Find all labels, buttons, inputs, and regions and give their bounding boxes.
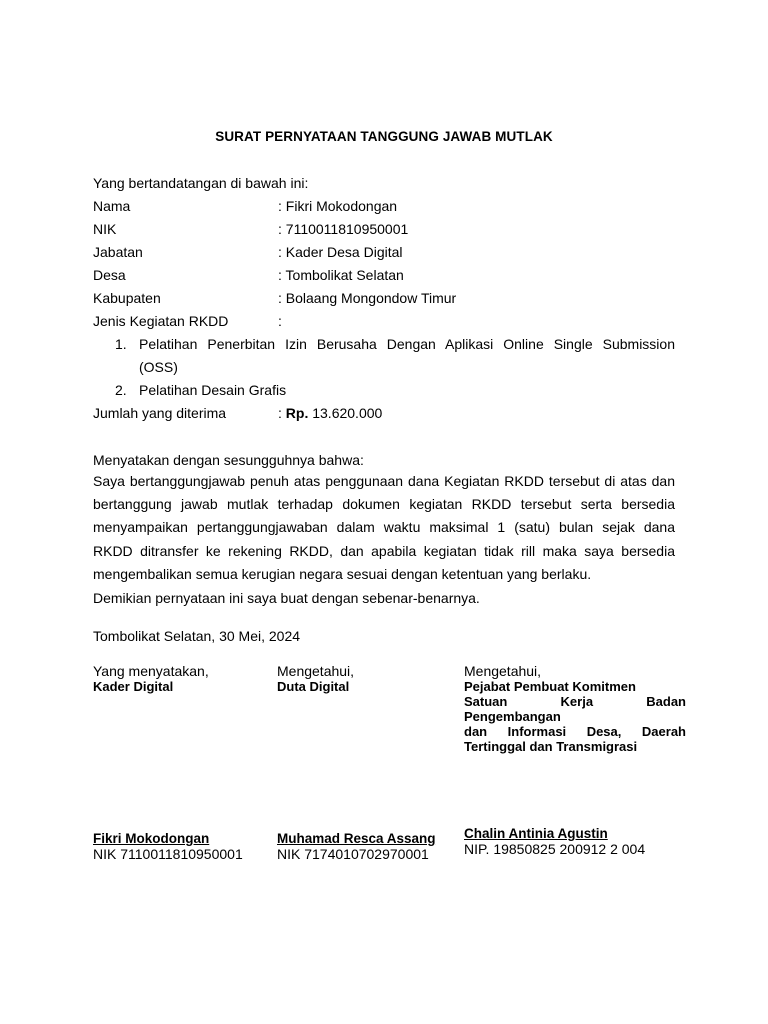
field-value: : Kader Desa Digital xyxy=(278,244,403,260)
field-desa xyxy=(93,265,404,285)
activity-text: Pelatihan Desain Grafis xyxy=(139,382,287,398)
amount-currency: Rp. xyxy=(285,405,309,421)
amount-prefix: : xyxy=(278,405,286,421)
signatory-id: NIP. 19850825 200912 2 004 xyxy=(464,841,646,857)
signatory-1 xyxy=(93,663,209,694)
declare-intro: Menyatakan dengan sesungguhnya bahwa: xyxy=(93,452,364,468)
activity-item-1 xyxy=(115,333,675,379)
activity-item-2 xyxy=(115,379,675,402)
field-kabupaten xyxy=(93,288,456,308)
activity-text: Pelatihan Penerbitan Izin Berusaha Dengan Aplikasi Online Single Submission xyxy=(139,336,675,352)
body-line: menyampaikan pertanggungjawaban dalam waktu maksimal 1 (satu) bulan sejak dana xyxy=(93,519,675,536)
signatory-id: NIK 7174010702970001 xyxy=(277,846,429,862)
field-value: : 7110011810950001 xyxy=(278,221,409,237)
closing-statement: Demikian pernyataan ini saya buat dengan sebenar-benarnya. xyxy=(93,590,480,606)
body-line: RKDD ditransfer ke rekening RKDD, dan apabila kegiatan tidak rill maka saya bersedia xyxy=(93,542,675,559)
body-line: Saya bertanggungjawab penuh atas penggunaan dana Kegiatan RKDD tersebut di atas dan xyxy=(93,473,675,489)
signatory-role: Duta Digital xyxy=(277,679,350,694)
place-date: Tombolikat Selatan, 30 Mei, 2024 xyxy=(93,628,301,644)
field-nama xyxy=(93,196,397,216)
signatory-name: Muhamad Resca Assang xyxy=(277,831,436,846)
body-line: mengembalikan semua kerugian negara sesuai dengan ketentuan yang berlaku. xyxy=(93,565,592,582)
declaration-body xyxy=(93,470,675,586)
signatory-heading: Mengetahui, xyxy=(464,663,542,679)
activity-number: 2. xyxy=(115,382,127,398)
signatory-3 xyxy=(464,663,686,754)
field-label: Jabatan xyxy=(93,244,143,260)
signatory-2 xyxy=(277,663,354,694)
field-value: : Tombolikat Selatan xyxy=(278,267,404,283)
signatory-role-line: Satuan Kerja Badan Pengembangan xyxy=(464,694,686,724)
signatory-name: Chalin Antinia Agustin xyxy=(464,826,608,841)
field-nik xyxy=(93,219,408,239)
amount-value: 13.620.000 xyxy=(308,405,383,421)
signatory-heading: Yang menyatakan, xyxy=(93,663,209,679)
signatory-role: Kader Digital xyxy=(93,679,174,694)
document-title: SURAT PERNYATAAN TANGGUNG JAWAB MUTLAK xyxy=(215,129,553,144)
amount-line xyxy=(93,403,382,423)
field-jenis-kegiatan xyxy=(93,311,282,331)
signatory-2-sign xyxy=(277,831,436,863)
signatory-role-line: Pejabat Pembuat Komitmen xyxy=(464,679,636,694)
intro-text: Yang bertandatangan di bawah ini: xyxy=(93,175,309,191)
amount-label: Jumlah yang diterima xyxy=(93,405,227,421)
signatory-role-line: dan Informasi Desa, Daerah xyxy=(464,724,686,739)
field-label: Nama xyxy=(93,198,131,214)
signatory-id: NIK 7110011810950001 xyxy=(93,846,243,862)
signatory-1-sign xyxy=(93,831,243,863)
body-line: bertanggung jawab mutlak terhadap dokumen kegiatan RKDD tersebut serta bersedia xyxy=(93,496,675,513)
field-label: Jenis Kegiatan RKDD xyxy=(93,313,229,329)
activity-number: 1. xyxy=(115,336,127,352)
field-label: NIK xyxy=(93,221,117,237)
signatory-name: Fikri Mokodongan xyxy=(93,831,210,846)
field-value: : Fikri Mokodongan xyxy=(278,198,398,214)
signatory-role-line: Tertinggal dan Transmigrasi xyxy=(464,739,638,754)
field-value: : Bolaang Mongondow Timur xyxy=(278,290,457,306)
field-value: : xyxy=(278,313,282,329)
field-label: Desa xyxy=(93,267,126,283)
field-jabatan xyxy=(93,242,403,262)
signatory-3-sign xyxy=(464,826,645,858)
activity-text-cont: (OSS) xyxy=(139,359,178,375)
signatory-heading: Mengetahui, xyxy=(277,663,355,679)
field-label: Kabupaten xyxy=(93,290,161,306)
